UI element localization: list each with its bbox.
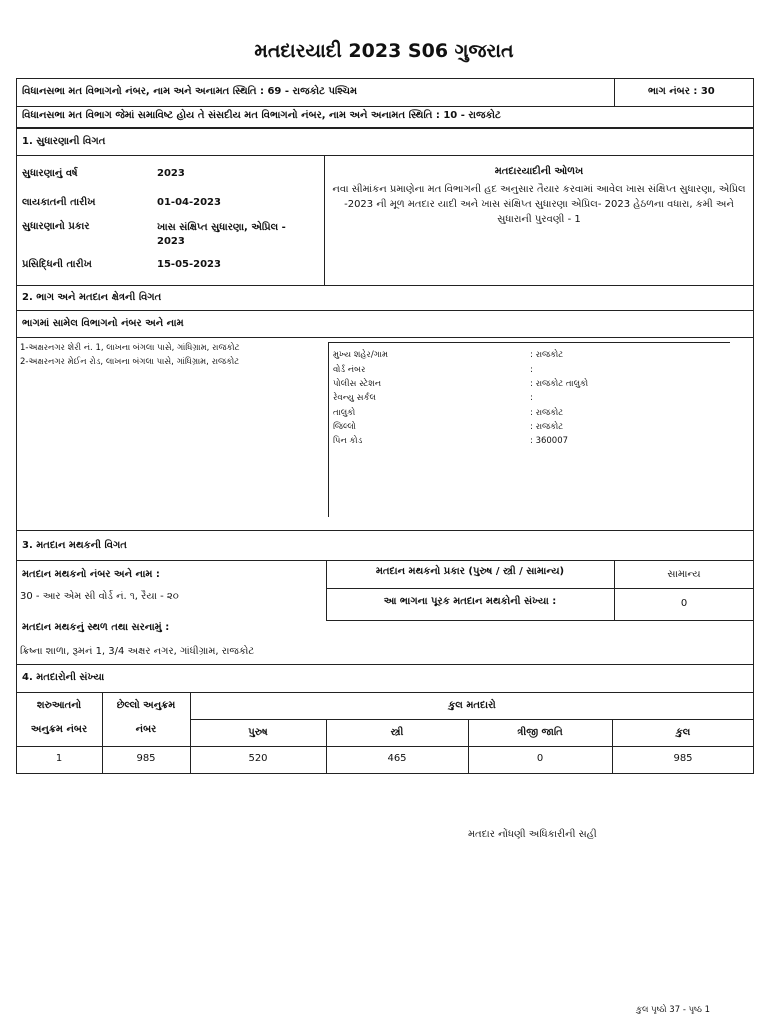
pc-label: વિધાનસભા મત વિભાગ જેમાં સમાવિષ્ટ હોય તે સંસદીય મત વિભાગનો નંબર, નામ અને અનામત સ્થિતિ : 10 - રાજકોટ	[22, 110, 501, 121]
taluka-label: તાલુકો	[333, 408, 356, 418]
col-male: પુરુષ	[248, 727, 268, 738]
cell-total: 985	[673, 753, 693, 764]
part-number: ભાગ નંબર : 30	[648, 86, 715, 97]
auxiliary-count-value: 0	[680, 598, 688, 609]
section1-heading: 1. સુધારણાની વિગત	[22, 136, 106, 147]
polling-type-label: મતદાન મથકનો પ્રકાર (પુરુષ / સ્ત્રી / સામાન્ય)	[375, 566, 565, 577]
polling-type-value: સામાન્ય	[667, 569, 701, 580]
polling-station-label: મતદાન મથકનો નંબર અને નામ :	[22, 569, 160, 580]
police-station-label: પોલીસ સ્ટેશન	[333, 379, 382, 389]
polling-address-value: ક્રિષ્ના શાળા, રૂમનં 1, 3/4 અક્ષર નગર, ગાંધીગ્રામ, રાજકોટ	[20, 646, 255, 657]
divider	[190, 719, 754, 720]
auxiliary-count-label: આ ભાગના પૂરક મતદાન મથકોની સંખ્યા :	[383, 596, 557, 607]
section4-heading-box	[16, 664, 754, 693]
divider	[328, 342, 730, 343]
revenue-circle-value: :	[530, 393, 533, 403]
revenue-circle-label: રેવન્યુ સર્કલ	[333, 393, 376, 403]
police-station-value: : રાજકોટ તાલુકો	[530, 379, 589, 389]
polling-address-label: મતદાન મથકનું સ્થળ તથા સરનામું :	[22, 622, 170, 633]
page-title: મતદારયાદી 2023 S06 ગુજરાત	[254, 40, 514, 62]
col-third-gender: ત્રીજી જાતિ	[517, 727, 563, 738]
revision-type-label: સુધારણાનો પ્રકાર	[22, 221, 90, 232]
cell-end: 985	[136, 753, 156, 764]
pin-code-label: પિન કોડ	[333, 436, 363, 446]
section1-heading-box	[16, 128, 754, 156]
divider	[324, 155, 325, 286]
main-town-value: : રાજકોટ	[530, 350, 564, 360]
roll-identification-title: મતદારયાદીની ઓળખ	[494, 166, 584, 177]
section-item: 1-અક્ષરનગર શેરી નં. 1, લાખના બંગલા પાસે, ગાંધિગ્રામ, રાજકોટ	[20, 343, 240, 353]
ac-label: વિધાનસભા મત વિભાગનો નંબર, નામ અને અનામત સ્થિતિ : 69 - રાજકોટ પશ્ચિમ	[22, 86, 358, 97]
revision-year-value: 2023	[157, 168, 185, 179]
ward-label: વોર્ડ નંબર	[333, 365, 366, 375]
district-value: : રાજકોટ	[530, 422, 564, 432]
polling-station-value: 30 - આર એમ સી વોર્ડ નં. ૧, રૈયા - ૨૦	[20, 591, 179, 602]
divider	[614, 78, 615, 107]
section-item: 2-અક્ષરનગર મેઈન રોડ, લાખના બંગલા પાસે, ગાંધિગ્રામ, રાજકોટ	[20, 357, 240, 367]
ward-value: :	[530, 365, 533, 375]
qualifying-date-value: 01-04-2023	[157, 197, 221, 208]
section2-sub-heading: ભાગમાં સામેલ વિભાગનો નંબર અને નામ	[22, 318, 184, 329]
cell-female: 465	[387, 753, 407, 764]
divider	[16, 337, 754, 338]
section3-heading: 3. મતદાન મથકની વિગત	[22, 540, 127, 551]
section2-heading: 2. ભાગ અને મતદાન ક્ષેત્રની વિગત	[22, 292, 162, 303]
roll-identification-text: નવા સીમાંકન પ્રમાણેના મત વિભાગની હદ અનુસાર તૈયાર કરવામાં આવેલ ખાસ સંક્ષિપ્ત સુધારણા, એપ્રિલ -2023 ની મૂળ મતદાર યાદી અને ખાસ સંક્ષિપ્ત સુધારણા એપ્રિલ- 2023 હેઠળના વધારા, કમી અને સુધારાની પુરવણી - 1	[332, 184, 746, 225]
col-start-line2: અનુક્રમ નંબર	[30, 724, 88, 735]
divider	[16, 746, 754, 747]
col-total-electors: કુલ મતદારો	[448, 700, 496, 711]
cell-third-gender: 0	[536, 753, 544, 764]
col-female: સ્ત્રી	[390, 727, 404, 738]
col-end-line1: છેલ્લો અનુક્રમ	[116, 700, 176, 711]
col-end-line2: નંબર	[135, 724, 157, 735]
officer-signature-label: મતદાર નોંધણી અધિકારીની સહી	[468, 829, 597, 840]
revision-year-label: સુધારણાનું વર્ષ	[22, 168, 78, 179]
taluka-value: : રાજકોટ	[530, 408, 564, 418]
publication-date-value: 15-05-2023	[157, 259, 221, 270]
page-footer: કુલ પૃષ્ઠો 37 - પૃષ્ઠ 1	[636, 1005, 711, 1015]
divider	[326, 588, 754, 589]
pin-code-value: : 360007	[530, 436, 569, 446]
cell-start: 1	[55, 753, 63, 764]
publication-date-label: પ્રસિદ્ધિની તારીખ	[22, 259, 92, 270]
section4-heading: 4. મતદારોની સંખ્યા	[22, 672, 105, 683]
divider	[328, 342, 329, 517]
main-town-label: મુખ્ય શહેર/ગામ	[333, 350, 388, 360]
divider	[326, 620, 754, 621]
col-total: કુલ	[675, 727, 691, 738]
revision-type-value: ખાસ સંક્ષિપ્ત સુધારણા, એપ્રિલ - 2023	[157, 222, 286, 247]
col-start-line1: શરુઆતનો	[36, 700, 82, 711]
cell-male: 520	[248, 753, 268, 764]
district-label: જિલ્લો	[333, 422, 356, 432]
qualifying-date-label: લાયકાતની તારીખ	[22, 197, 96, 208]
